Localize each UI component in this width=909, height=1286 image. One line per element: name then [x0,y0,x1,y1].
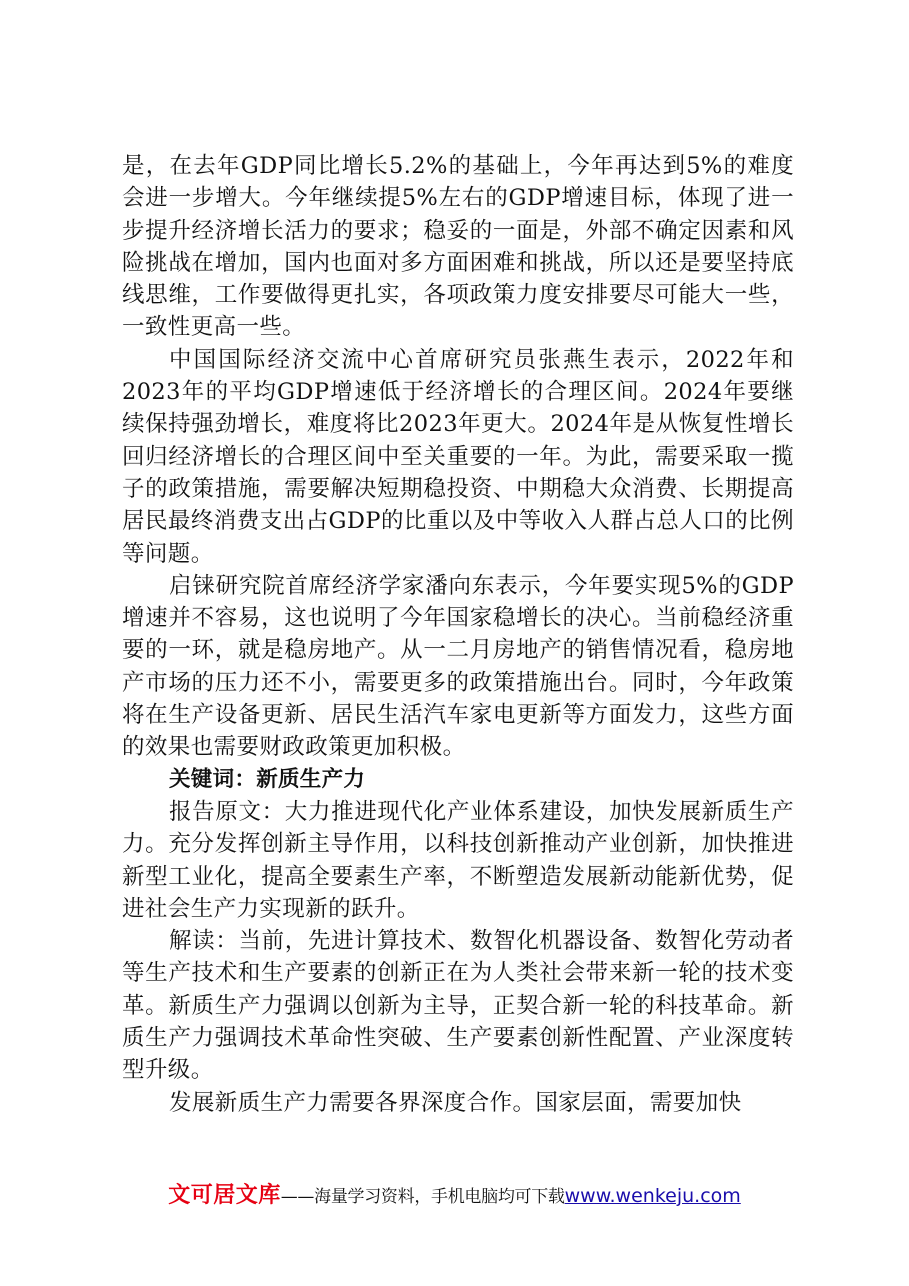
footer-brand: 文可居文库 [168,1183,281,1208]
footer-slogan: ——海量学习资料，手机电脑均可下载 [280,1187,565,1207]
section-heading: 关键词：新质生产力 [169,766,366,792]
paragraph-1: 是，在去年GDP同比增长5.2%的基础上，今年再达到5%的难度会进一步增大。今年继续提5%左右的GDP增速目标，体现了进一步提升经济增长活力的要求；稳妥的一面是，外部不确定因素和风险挑战在增加，国内也面对多方面困难和挑战，所以还是要坚持底线思维，工作要做得更扎实，各项政策力度安排要尽可能大一些，一致性更高一些。 [122,153,794,341]
paragraph-4: 报告原文：大力推进现代化产业体系建设，加快发展新质生产力。充分发挥创新主导作用，以科技创新推动产业创新，加快推进新型工业化，提高全要素生产率，不断塑造发展新动能新优势，促进社会生产力实现新的跃升。 [122,798,794,922]
paragraph-5: 解读：当前，先进计算技术、数智化机器设备、数智化劳动者等生产技术和生产要素的创新正在为人类社会带来新一轮的技术变革。新质生产力强调以创新为主导，正契合新一轮的科技革命。新质生产力强调技术革命性突破、生产要素创新性配置、产业深度转型升级。 [122,928,794,1084]
paragraph-3: 启铼研究院首席经济学家潘向东表示，今年要实现5%的GDP增速并不容易，这也说明了今年国家稳增长的决心。当前稳经济重要的一环，就是稳房地产。从一二月房地产的销售情况看，稳房地产市场的压力还不小，需要更多的政策措施出台。同时，今年政策将在生产设备更新、居民生活汽车家电更新等方面发力，这些方面的效果也需要财政政策更加积极。 [122,572,794,761]
document-body [122,150,794,1119]
footer-website-link[interactable]: www.wenkeju.com [564,1185,741,1207]
paragraph-2: 中国国际经济交流中心首席研究员张燕生表示，2022年和2023年的平均GDP增速低于经济增长的合理区间。2024年要继续保持强劲增长，难度将比2023年更大。2024年是从恢复性增长回归经济增长的合理区间中至关重要的一年。为此，需要采取一揽子的政策措施，需要解决短期稳投资、中期稳大众消费、长期提高居民最终消费支出占GDP的比重以及中等收入人群占总人口的比例等问题。 [122,346,794,567]
page-footer [0,1181,909,1212]
paragraph-6: 发展新质生产力需要各界深度合作。国家层面，需要加快 [169,1089,742,1116]
